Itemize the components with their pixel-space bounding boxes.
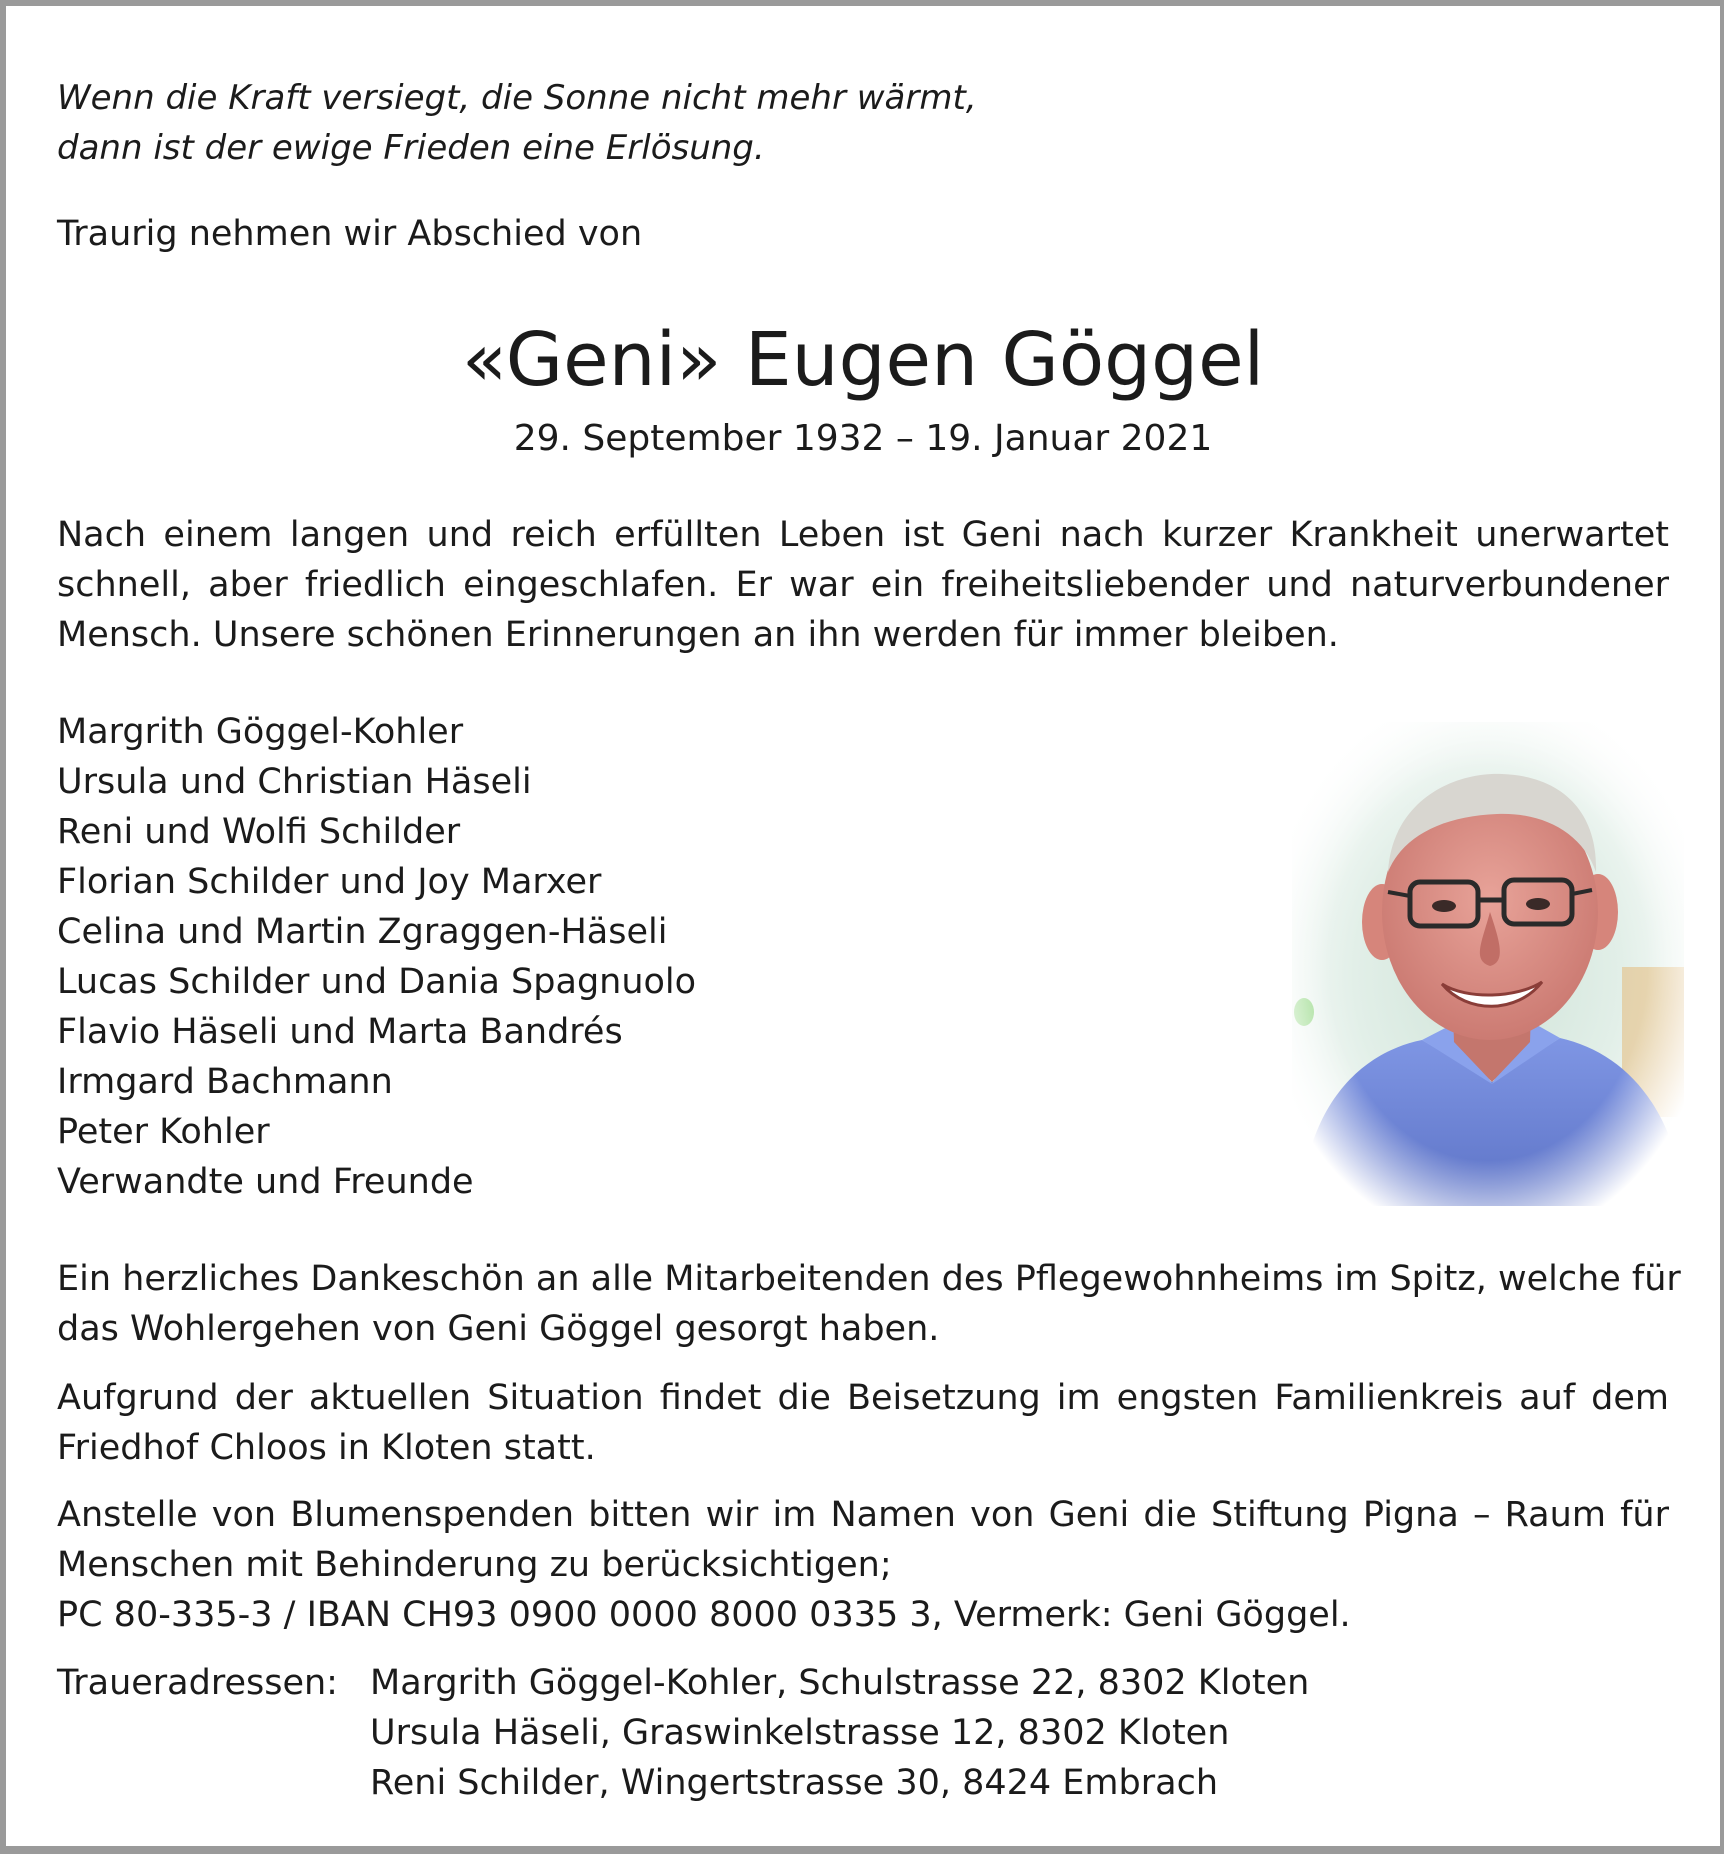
address-list [370,1658,1309,1808]
paragraph-line: das Wohlergehen von Geni Göggel gesorgt haben. [57,1309,940,1349]
paragraph-line: Anstelle von Blumenspenden bitten wir im Namen von Geni die Stiftung Pigna – Raum für [57,1495,1669,1535]
motto-line: dann ist der ewige Frieden eine Erlösung. [57,128,765,168]
paragraph-line: Mensch. Unsere schönen Erinnerungen an ihn werden für immer bleiben. [57,615,1339,655]
donation-paragraph [57,1490,1669,1640]
paragraph-line: schnell, aber friedlich eingeschlafen. Er war ein freiheitsliebender und naturverbundener [57,565,1669,605]
life-dates: 29. September 1932 – 19. Januar 2021 [513,418,1213,459]
mourner-name: Verwandte und Freunde [57,1162,474,1202]
mourner-name: Margrith Göggel-Kohler [57,712,464,752]
mourner-name: Ursula und Christian Häseli [57,762,532,802]
address-entry: Ursula Häseli, Graswinkelstrasse 12, 8302 Kloten [370,1713,1230,1753]
motto-line: Wenn die Kraft versiegt, die Sonne nicht mehr wärmt, [57,78,977,118]
mourner-name: Celina und Martin Zgraggen-Häseli [57,912,668,952]
motto-quote [57,73,977,173]
paragraph-line: Aufgrund der aktuellen Situation findet die Beisetzung im engsten Familienkreis auf dem [57,1378,1669,1418]
paragraph-line: Menschen mit Behinderung zu berücksichtigen; [57,1545,892,1585]
burial-paragraph [57,1373,1669,1473]
addresses-label: Traueradressen: [57,1663,338,1703]
paragraph-line: Ein herzliches Dankeschön an alle Mitarbeitenden des Pflegewohnheims im Spitz, welche für [57,1259,1681,1299]
address-entry: Reni Schilder, Wingertstrasse 30, 8424 Embrach [370,1763,1218,1803]
mourner-name: Lucas Schilder und Dania Spagnuolo [57,962,697,1002]
mourner-name: Flavio Häseli und Marta Bandrés [57,1012,623,1052]
thanks-paragraph [57,1254,1681,1354]
address-entry: Margrith Göggel-Kohler, Schulstrasse 22, 8302 Kloten [370,1663,1310,1703]
mourner-name: Reni und Wolfi Schilder [57,812,461,852]
mourner-name: Florian Schilder und Joy Marxer [57,862,602,902]
mourners-list [57,707,696,1207]
tribute-paragraph [57,510,1669,660]
mourner-name: Peter Kohler [57,1112,270,1152]
paragraph-line: Nach einem langen und reich erfüllten Leben ist Geni nach kurzer Krankheit unerwartet [57,515,1669,555]
portrait-photo [1292,722,1684,1206]
deceased-name: «Geni» Eugen Göggel [461,317,1265,403]
paragraph-line: Friedhof Chloos in Kloten statt. [57,1428,596,1468]
mourner-name: Irmgard Bachmann [57,1062,393,1102]
intro-text: Traurig nehmen wir Abschied von [57,214,643,254]
bank-details: PC 80-335-3 / IBAN CH93 0900 0000 8000 0335 3, Vermerk: Geni Göggel. [57,1595,1351,1635]
